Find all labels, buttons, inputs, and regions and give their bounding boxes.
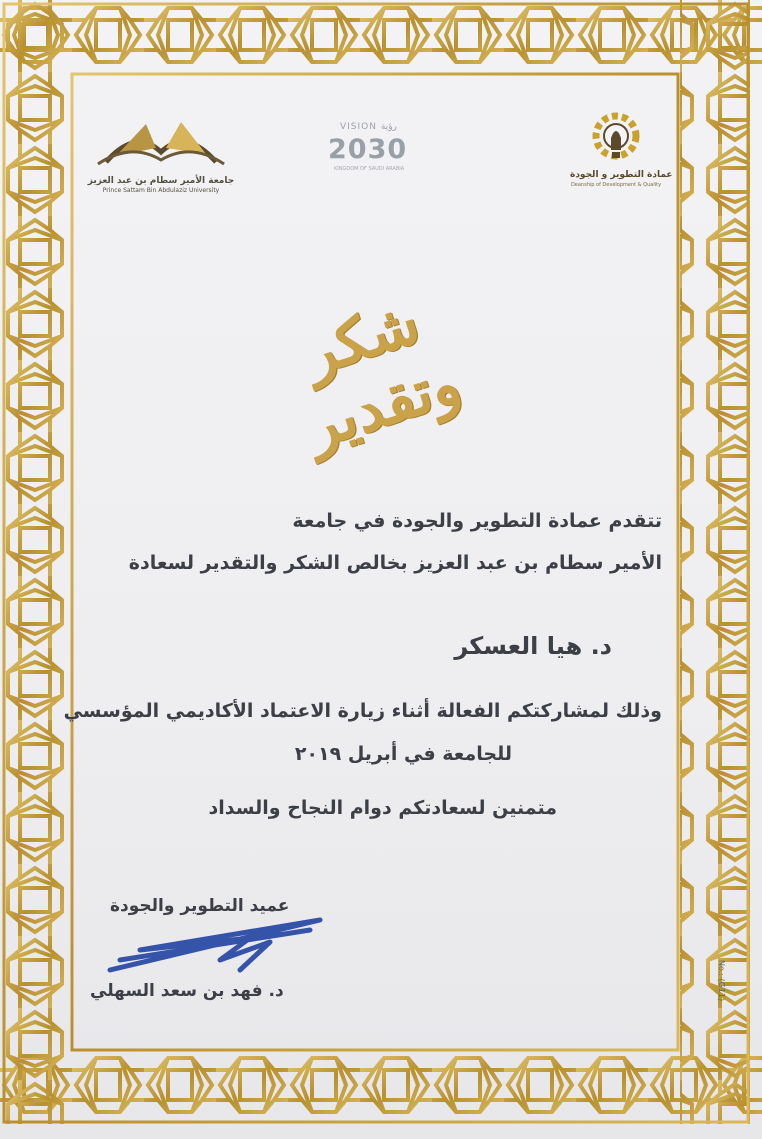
- title-calligraphy: شكر وتقدير: [295, 287, 469, 463]
- university-logo: [86, 118, 236, 198]
- signatory-name: د. فهد بن سعد السهلي: [90, 981, 284, 1001]
- deanship-name-arabic: عمادة التطوير و الجودة: [570, 170, 673, 180]
- vision-subtitle: KINGDOM OF SAUDI ARABIA: [334, 166, 405, 172]
- serial-number: No.: (G11): [717, 960, 726, 1002]
- university-name-arabic: جامعة الأمير سطام بن عبد العزيز: [87, 176, 235, 186]
- certificate-title: [250, 240, 495, 463]
- gear-bulb-icon: [570, 110, 662, 168]
- deanship-logo: [570, 110, 673, 192]
- vision-2030-logo: [322, 122, 426, 186]
- deanship-name-english: Deanship of Development & Quality: [570, 182, 662, 188]
- body-line-6: متمنين لسعادتكم دوام النجاح والسداد: [208, 797, 557, 819]
- university-name-english: Prince Sattam Bin Abdulaziz University: [102, 187, 220, 194]
- body-line-5: للجامعة في أبريل ٢٠١٩: [294, 743, 512, 765]
- body-line-4: وذلك لمشاركتكم الفعالة أثناء زيارة الاعتماد الأكاديمي المؤسسي: [63, 700, 662, 722]
- vision-label: VISION رؤية: [340, 122, 397, 132]
- body-line-1: تتقدم عمادة التطوير والجودة في جامعة: [292, 510, 662, 532]
- body-line-2: الأمير سطام بن عبد العزيز بخالص الشكر والتقدير لسعادة: [128, 552, 662, 574]
- signatory-title: عميد التطوير والجودة: [110, 896, 290, 916]
- open-book-icon: [86, 118, 236, 174]
- handwritten-signature: [100, 900, 340, 980]
- vision-year: 2030: [328, 134, 408, 165]
- recipient-name: د. هيا العسكر: [454, 632, 612, 660]
